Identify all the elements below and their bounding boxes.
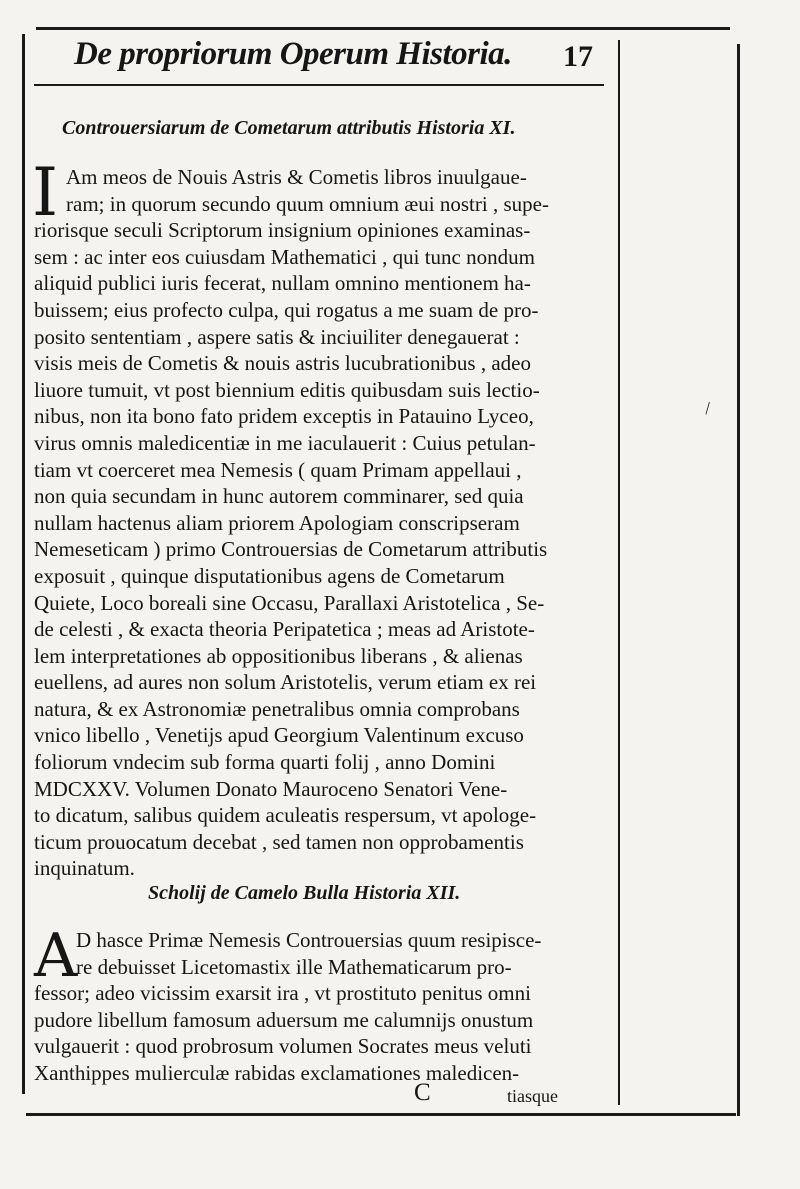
text-line: sem : ac inter eos cuiusdam Mathematici , qui tunc nondum bbox=[34, 244, 535, 269]
section-heading-xi: Controuersiarum de Cometarum attributis Historia XI. bbox=[62, 117, 516, 139]
text-line: inquinatum. bbox=[34, 856, 135, 881]
right-rule bbox=[618, 40, 620, 1105]
text-line: de celesti , & exacta theoria Peripatetica ; meas ad Aristote- bbox=[34, 617, 535, 642]
catchword: tiasque bbox=[507, 1086, 558, 1106]
running-head: De propriorum Operum Historia. bbox=[74, 36, 512, 72]
text-line: riorisque seculi Scriptorum insignium opiniones examinas- bbox=[34, 218, 531, 243]
drop-cap-i: I bbox=[32, 154, 59, 231]
text-line: fessor; adeo vicissim exarsit ira , vt prostituto penitus omni bbox=[34, 981, 531, 1006]
signature-mark: C bbox=[414, 1079, 431, 1106]
section-text-xi bbox=[34, 164, 612, 882]
text-line: virus omnis maledicentiæ in me iaculauerit : Cuius petulan- bbox=[34, 430, 536, 455]
text-line: buissem; eius profecto culpa, qui rogatus a me suam de pro- bbox=[34, 297, 539, 322]
text-line: euellens, ad aures non solum Aristotelis, verum etiam ex rei bbox=[34, 670, 537, 695]
text-line: natura, & ex Astronomiæ penetralibus omnia comprobans bbox=[34, 696, 520, 721]
text-line: Nemeseticam ) primo Controuersias de Cometarum attributis bbox=[34, 537, 548, 562]
bottom-rule bbox=[26, 1113, 736, 1116]
text-line: re debuisset Licetomastix ille Mathematicarum pro- bbox=[76, 954, 512, 979]
text-line: ram; in quorum secundo quum omnium æui nostri , supe- bbox=[66, 191, 549, 216]
top-rule bbox=[36, 27, 730, 30]
text-line: nibus, non ita bono fato pridem exceptis in Patauino Lyceo, bbox=[34, 404, 534, 429]
header-rule bbox=[34, 84, 604, 86]
text-line: vnico libello , Venetijs apud Georgium Valentinum excuso bbox=[34, 723, 524, 748]
text-line: to dicatum, salibus quidem aculeatis respersum, vt apologe- bbox=[34, 803, 537, 828]
outer-rule bbox=[737, 44, 740, 1116]
text-line: visis meis de Cometis & nouis astris lucubrationibus , adeo bbox=[34, 351, 531, 376]
text-line: lem interpretationes ab oppositionibus liberans , & alienas bbox=[34, 643, 523, 668]
text-line: Am meos de Nouis Astris & Cometis libros inuulgaue- bbox=[66, 165, 527, 189]
margin-mark: \ bbox=[700, 398, 716, 418]
left-rule bbox=[22, 34, 25, 1094]
text-line: MDCXXV. Volumen Donato Mauroceno Senatori Vene- bbox=[34, 776, 508, 801]
text-line: foliorum vndecim sub forma quarti folij , anno Domini bbox=[34, 750, 496, 775]
text-line: Xanthippes mulierculæ rabidas exclamationes maledicen- bbox=[34, 1060, 520, 1085]
text-line: aliquid publici iuris fecerat, nullam omnino mentionem ha- bbox=[34, 271, 531, 296]
text-line: liuore tumuit, vt post biennium editis quibusdam suis lectio- bbox=[34, 377, 540, 402]
text-line: D hasce Primæ Nemesis Controuersias quum resipisce- bbox=[76, 928, 542, 952]
section-text-xii bbox=[34, 921, 612, 1087]
text-line: tiam vt coerceret mea Nemesis ( quam Primam appellaui , bbox=[34, 457, 522, 482]
text-line: posito sententiam , aspere satis & inciuiliter denegauerat : bbox=[34, 324, 520, 349]
text-line: non quia secundam in hunc autorem comminarer, sed quia bbox=[34, 484, 524, 509]
text-line: vulgauerit : quod probrosum volumen Socrates meus veluti bbox=[34, 1034, 532, 1059]
drop-cap-a: A bbox=[34, 921, 78, 991]
page-number: 17 bbox=[563, 40, 593, 73]
text-line: Quiete, Loco boreali sine Occasu, Parallaxi Aristotelica , Se- bbox=[34, 590, 545, 615]
text-line: ticum prouocatum decebat , sed tamen non opprobamentis bbox=[34, 829, 524, 854]
text-line: exposuit , quinque disputationibus agens de Cometarum bbox=[34, 563, 505, 588]
text-line: pudore libellum famosum aduersum me calumnijs onustum bbox=[34, 1007, 534, 1032]
text-line: nullam hactenus aliam priorem Apologiam conscripseram bbox=[34, 510, 520, 535]
section-heading-xii: Scholij de Camelo Bulla Historia XII. bbox=[148, 882, 461, 904]
